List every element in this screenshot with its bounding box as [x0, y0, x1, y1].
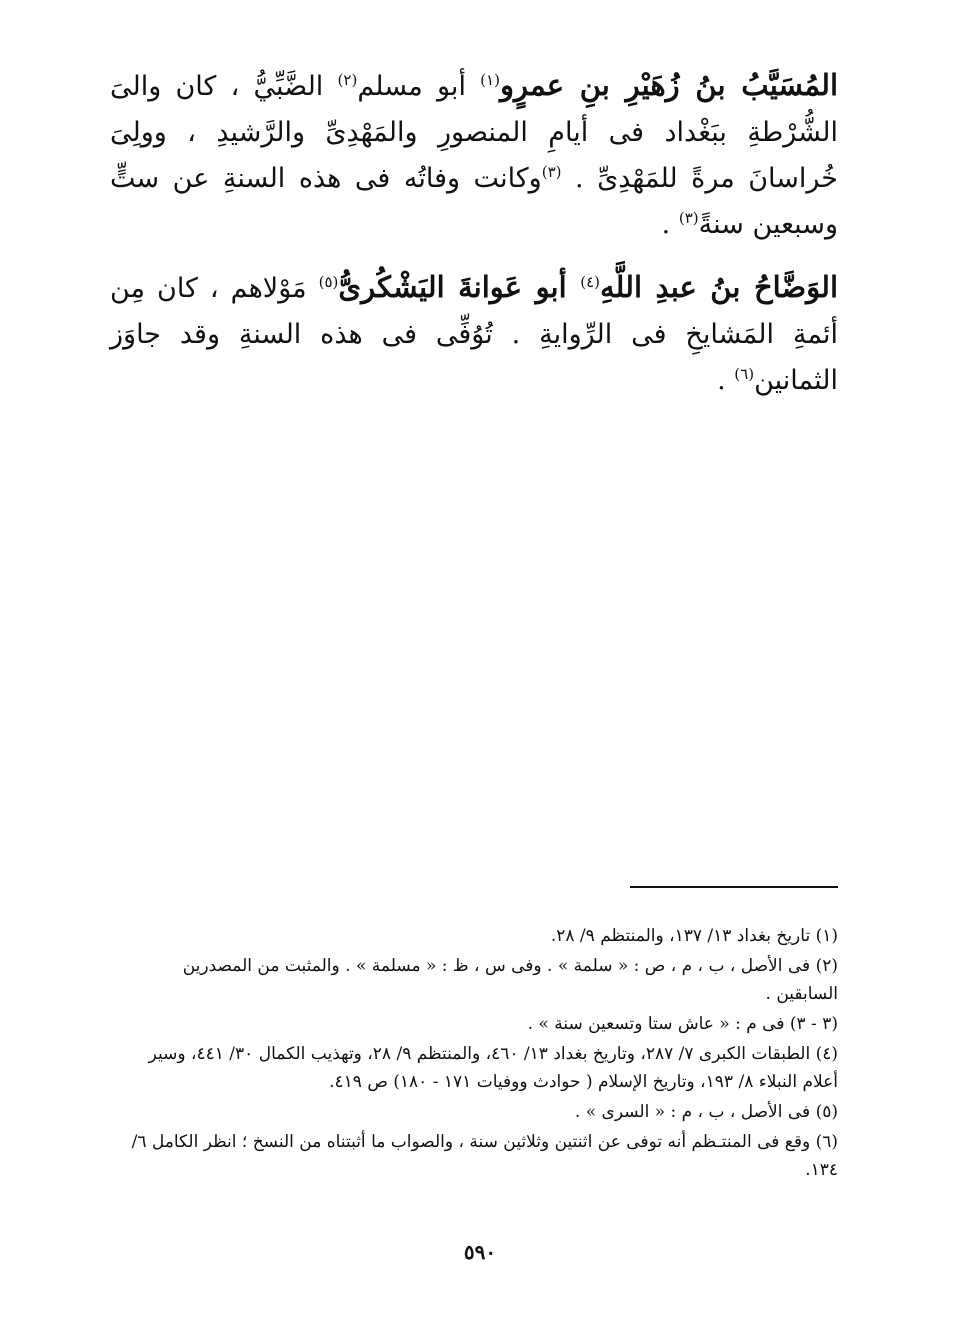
footnote-item: (٦) وقع فى المنتـظم أنه توفى عن اثنتين وثلاثين سنة ، والصواب ما أثبتناه من النسخ ؛ انظر الكامل ٦/ ١٣٤. — [131, 1132, 838, 1180]
person-kunya: أبو عَوانةَ اليَشْكُرىُّ — [338, 270, 581, 304]
entry-text: . — [717, 365, 735, 396]
footnote-ref[interactable]: (٢) — [337, 71, 358, 89]
footnote-item: (٤) الطبقات الكبرى ٧/ ٢٨٧، وتاريخ بغداد ١٣/ ٤٦٠، والمنتظم ٩/ ٢٨، وتهذيب الكمال ٣٠/ ٤٤١، وسير أعلام النبلاء ٨/ ١٩٣، وتاريخ الإسلام ( حوادث ووفيات ١٧١ - ١٨٠) ص ٤١٩. — [148, 1044, 838, 1092]
biography-entry-2 — [110, 264, 838, 404]
footnote-item: (٢) فى الأصل ، ب ، م ، ص : « سلمة » . وفى س ، ظ : « مسلمة » . والمثبت من المصدرين السابقين . — [182, 956, 838, 1004]
footnote-ref[interactable]: (٣) — [541, 163, 562, 181]
main-text — [110, 62, 838, 420]
page-number: ٥٩٠ — [463, 1240, 497, 1264]
entry-text: أبو مسلم — [357, 71, 481, 102]
entry-text: . — [661, 209, 679, 240]
footnote-separator — [630, 886, 838, 888]
footnote-item: (١) تاريخ بغداد ١٣/ ١٣٧، والمنتظم ٩/ ٢٨. — [550, 926, 838, 946]
footnotes — [128, 922, 838, 1186]
person-name: الوَضَّاحُ بنُ عبدِ اللَّهِ — [599, 270, 839, 304]
person-name: المُسَيَّبُ بنُ زُهَيْرِ بنِ عمرٍو — [499, 68, 838, 102]
biography-entry-1 — [110, 62, 838, 248]
entry-text: مَوْلاهم ، كان مِن أئمةِ المَشايخِ فى الرِّوايةِ . تُوُفِّى فى هذه السنةِ وقد جاوَز الثمانين — [110, 273, 838, 396]
footnote-ref[interactable]: (٥) — [318, 273, 339, 291]
footnote-item: (٥) فى الأصل ، ب ، م : « السرى » . — [574, 1102, 838, 1122]
footnote-ref[interactable]: (١) — [480, 71, 500, 89]
entry-text: وكانت وفاتُه فى هذه السنةِ عن ستٍّ وسبعين سنةً — [110, 163, 838, 240]
footnote-ref[interactable]: (٦) — [734, 365, 755, 383]
footnote-ref[interactable]: (٤) — [580, 273, 600, 291]
footnote-ref[interactable]: (٣) — [678, 209, 699, 227]
footnote-item: (٣ - ٣) فى م : « عاش ستا وتسعين سنة » . — [527, 1014, 838, 1034]
entry-text: الضَّبِّيُّ ، كان والىَ الشُّرْطةِ ببَغْداد فى أيامِ المنصورِ والمَهْدِىِّ والرَّشيدِ ، وولِىَ خُراسانَ مرةً للمَهْدِىِّ . — [110, 71, 838, 194]
